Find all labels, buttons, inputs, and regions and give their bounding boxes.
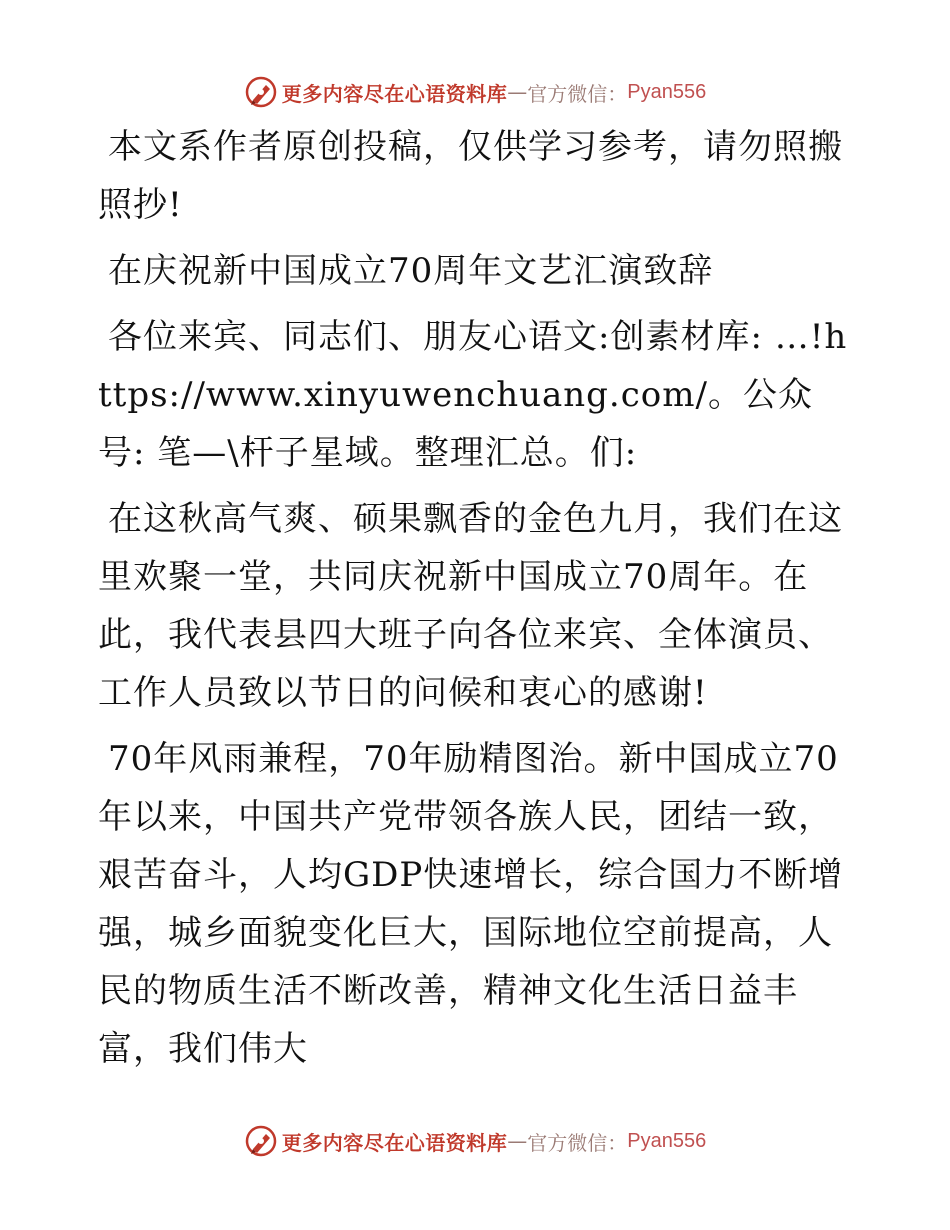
- pen-logo-icon: [244, 75, 278, 109]
- header-dash: —: [507, 80, 528, 104]
- copyright-notice: 本文系作者原创投稿，仅供学习参考，请勿照搬照抄!: [98, 127, 843, 225]
- body-paragraph-2: 70年风雨兼程，70年励精图治。新中国成立70年以来，中国共产党带领各族人民，团结一致，艰苦奋斗，人均GDP快速增长，综合国力不断增强，城乡面貌变化巨大，国际地位空前提高，人民的物质生活不断改善，精神文化生活日益丰富，我们伟大: [98, 739, 844, 1069]
- footer-dash: —: [507, 1129, 528, 1153]
- document-body: [98, 118, 858, 1086]
- body-paragraph-1: 在这秋高气爽、硕果飘香的金色九月，我们在这里欢聚一堂，共同庆祝新中国成立70周年。在此，我代表县四大班子向各位来宾、全体演员、工作人员致以节日的问候和衷心的感谢!: [98, 499, 843, 713]
- header-official-label: 官方微信：: [527, 81, 628, 106]
- footer-banner: [0, 1119, 950, 1163]
- header-wechat-id: Pyan556: [627, 80, 707, 103]
- greeting-paragraph: 各位来宾、同志们、朋友心语文:创素材库: …!https://www.xinyuwenchuang.com/。公众号: 笔—\杆子星域。整理汇总。们:: [98, 317, 848, 473]
- document-title: 在庆祝新中国成立70周年文艺汇演致辞: [108, 251, 714, 291]
- footer-site-name: 更多内容尽在心语资料库: [281, 1130, 508, 1155]
- header-site-name: 更多内容尽在心语资料库: [281, 81, 508, 106]
- footer-wechat-id: Pyan556: [627, 1129, 707, 1152]
- pen-logo-icon: [244, 1124, 278, 1158]
- footer-official-label: 官方微信：: [527, 1130, 628, 1155]
- header-banner: [0, 70, 950, 114]
